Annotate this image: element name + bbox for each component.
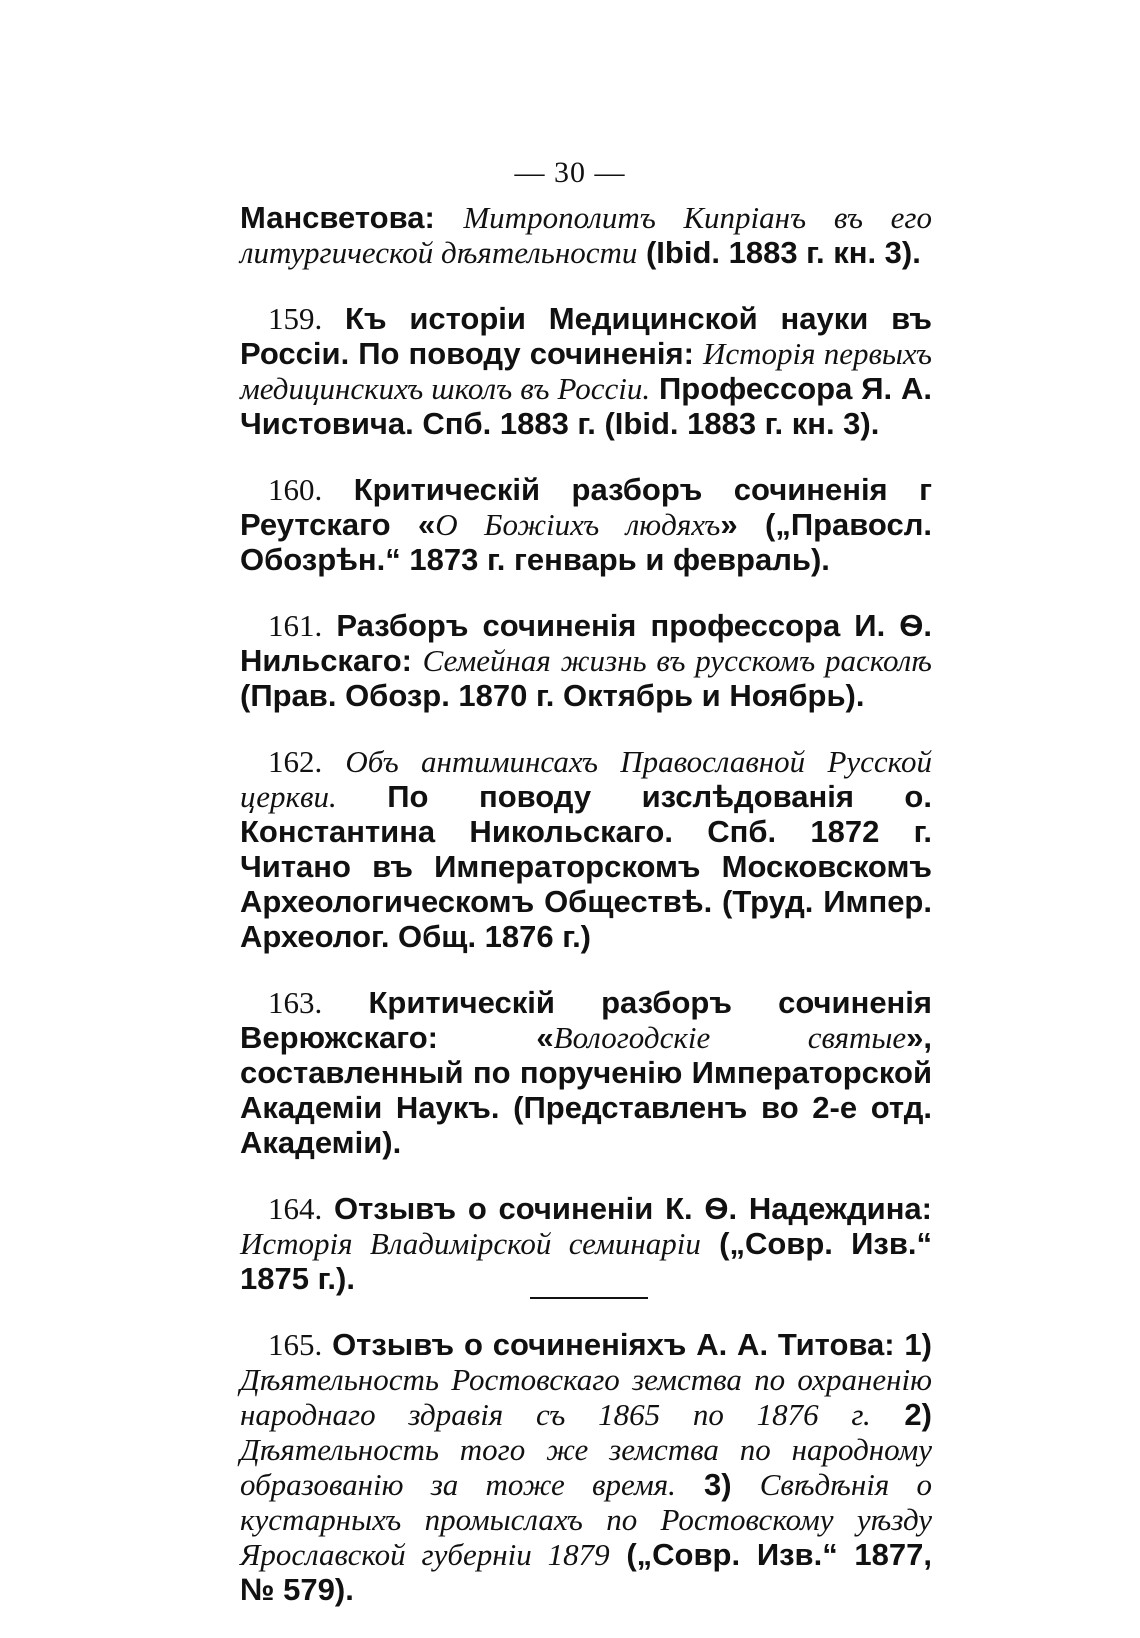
entry-number: 161.: [268, 608, 323, 643]
entry-text: Мансветова:: [240, 200, 464, 235]
entry-text: 3): [675, 1467, 760, 1502]
entry-text: Критическій разборъ сочиненія Верюжскаго: «: [240, 985, 932, 1055]
entry-source: » („Правосл. Обозрѣн.“ 1873 г. генварь и февраль).: [240, 507, 932, 577]
entry-title: Дѣятельность Ростовскаго земства по охраненію народнаго здравія съ 1865 по 1876 г.: [240, 1362, 932, 1432]
entry-title: Семейная жизнь въ русскомъ расколѣ: [422, 643, 932, 678]
entry-164: [240, 1191, 932, 1296]
entry-text: Отзывъ о сочиненіи К. Ѳ. Надеждина:: [322, 1191, 932, 1226]
entry-source: », составленный по порученію Императорской Академіи Наукъ. (Представленъ во 2-е отд. Академіи).: [240, 1020, 932, 1160]
entry-text: Къ исторіи Медицинской науки въ Россіи. По поводу сочиненія:: [240, 301, 932, 371]
entry-source: („Совр. Изв.“ 1877, № 579).: [240, 1537, 933, 1607]
entry-source: (Прав. Обозр. 1870 г. Октябрь и Ноябрь).: [240, 678, 865, 713]
entry-source: По поводу изслѣдованія о. Константина Никольскаго. Спб. 1872 г. Читано въ Императорскомъ Московскомъ Археологическомъ Обществѣ. (Труд. Импер. Археолог. Общ. 1876 г.): [240, 779, 932, 954]
entry-number: 164.: [268, 1191, 323, 1226]
entry-title: Свѣдѣнія о кустарныхъ промыслахъ по Ростовскому уѣзду Ярославской губерніи 1879: [240, 1467, 932, 1572]
entry-title: О Божіихъ людяхъ: [435, 507, 721, 542]
entry-number: 163.: [268, 985, 323, 1020]
entry-text: Критическій разборъ сочиненія г Реутскаго «: [240, 472, 932, 542]
end-rule: [530, 1297, 648, 1299]
entry-source: Профессора Я. А. Чистовича. Спб. 1883 г. (Ibid. 1883 г. кн. 3).: [240, 371, 932, 441]
entry-text: Отзывъ о сочиненіяхъ А. А. Титова: 1): [322, 1327, 932, 1362]
entry-source: („Совр. Изв.“ 1875 г.).: [240, 1226, 932, 1296]
entry-160: [240, 472, 932, 577]
entry-number: 162.: [268, 744, 323, 779]
entry-title: Объ антиминсахъ Православной Русской церкви.: [240, 744, 932, 814]
entry-161: [240, 608, 932, 713]
entry-159: [240, 301, 932, 441]
entry-title: Исторія Владимірской семинаріи: [240, 1226, 701, 1261]
entry-text: Разборъ сочиненія профессора И. Ѳ. Нильскаго:: [240, 608, 932, 678]
entry-title: Вологодскіе святые: [553, 1020, 907, 1055]
entry-continuation: [240, 200, 932, 270]
entry-text: [322, 744, 345, 779]
entry-number: 159.: [268, 301, 323, 336]
entry-title: Дѣятельность того же земства по народному образованію за тоже время.: [240, 1432, 932, 1502]
entry-source: (Ibid. 1883 г. кн. 3).: [637, 235, 921, 270]
entry-162: [240, 744, 932, 954]
entry-text: 2): [870, 1397, 932, 1432]
bibliography-list: [240, 200, 932, 1638]
entry-165: [240, 1327, 932, 1607]
entry-163: [240, 985, 932, 1160]
entry-title: Митрополитъ Кипріанъ въ его литургической дѣятельности: [240, 200, 932, 270]
entry-title: Исторія первыхъ медицинскихъ школъ въ Россіи.: [240, 336, 932, 406]
page-number: — 30 —: [514, 156, 626, 189]
entry-number: 165.: [268, 1327, 323, 1362]
entry-number: 160.: [268, 472, 323, 507]
